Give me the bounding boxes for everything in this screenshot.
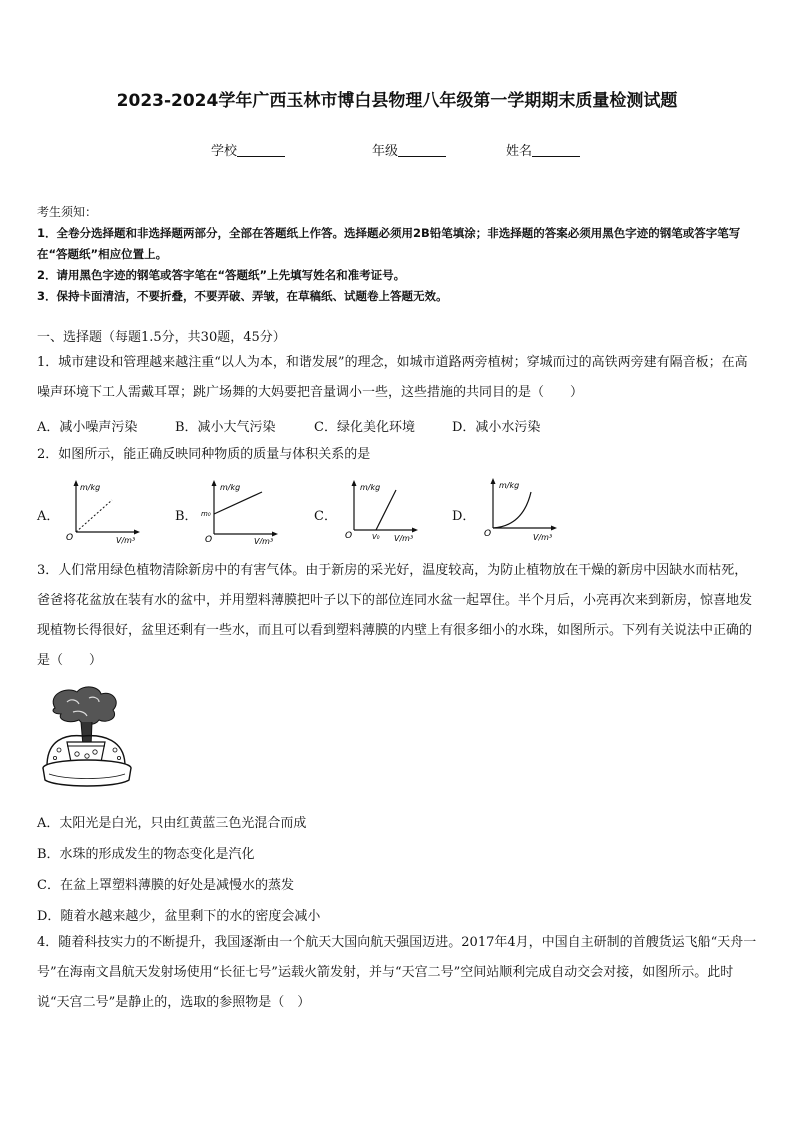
name-blank[interactable] [532,143,580,157]
question-2-text: 2．如图所示，能正确反映同种物质的质量与体积关系的是 [37,447,371,462]
plant-under-film-illustration [37,684,137,790]
q2-option-b-label[interactable]: B． [175,509,198,524]
v0-marker: V₀ [372,533,380,541]
q3-option-c[interactable]: C．在盆上罩塑料薄膜的好处是减慢水的蒸发 [37,878,294,893]
q1-option-a[interactable]: A．减小噪声污染 [37,420,138,435]
flower-pot [67,742,105,762]
school-field[interactable] [211,140,285,159]
y-axis-label: m/kg [499,481,520,490]
page-title: 2023-2024学年广西玉林市博白县物理八年级第一学期期末质量检测试题 [116,91,678,111]
x-arrow [272,532,278,537]
q2-graph-a[interactable] [60,478,144,544]
q1-option-b[interactable]: B．减小大气污染 [175,420,276,435]
q2-option-c-label[interactable]: C． [314,509,337,524]
notice-heading: 考生须知： [37,205,98,219]
notice-item-2: 2．请用黑色字迹的钢笔或答字笔在“答题纸”上先填写姓名和准考证号。 [37,268,406,282]
school-label: 学校 [211,144,238,159]
grade-label: 年级 [372,144,399,159]
q2-option-a-label[interactable]: A． [37,509,60,524]
x-arrow [134,530,140,535]
y-arrow [352,480,357,486]
q2-option-d-label[interactable]: D． [452,509,476,524]
q1-option-d[interactable]: D．减小水污染 [452,420,541,435]
notice-item-1: 1．全卷分选择题和非选择题两部分，全部在答题纸上作答。选择题必须用2B铅笔填涂；非选择题的答案必须用黑色字迹的钢笔或答字笔写在“答题纸”相应位置上。 [37,226,741,261]
question-1-text: 1．城市建设和管理越来越注重“以人为本，和谐发展”的理念，如城市道路两旁植树；穿城而过的高铁两旁建有隔音板；在高噪声环境下工人需戴耳罩；跳广场舞的大妈要把音量调小一些，这些措施的共同目的是（ ） [37,355,748,400]
y-axis-label: m/kg [360,483,381,492]
m0-marker: m₀ [201,510,211,518]
q3-option-a[interactable]: A．太阳光是白光，只由红黄蓝三色光混合而成 [37,816,307,831]
name-label: 姓名 [506,144,533,159]
q1-option-c[interactable]: C．绿化美化环境 [314,420,415,435]
y-axis-label: m/kg [80,483,101,492]
y-axis-label: m/kg [220,483,241,492]
tree-canopy [53,687,116,725]
x-axis-label: V/m³ [254,537,274,544]
question-1-options [37,416,540,435]
question-3-text: 3．人们常用绿色植物清除新房中的有害气体。由于新房的采光好，温度较高，为防止植物放在干燥的新房中因缺水而枯死，爸爸将花盆放在装有水的盆中，并用塑料薄膜把叶子以下的部位连同水盆一起罩住。半个月后，小亮再次来到新房，惊喜地发现植物长得很好，盆里还剩有一些水，而且可以看到塑料薄膜的内壁上有很多细小的水珠，如图所示。下列有关说法中正确的是（ ） [37,563,753,668]
exam-notice [37,202,761,307]
x-arrow [412,528,418,533]
origin-label: O [345,531,353,541]
name-field[interactable] [506,140,580,159]
x-arrow [551,526,557,531]
origin-label: O [66,533,74,543]
notice-item-3: 3．保持卡面清洁，不要折叠，不要弄破、弄皱，在草稿纸、试题卷上答题无效。 [37,289,448,303]
section-title: 一、选择题（每题1.5分，共30题，45分） [37,330,286,345]
question-4-text: 4．随着科技实力的不断提升，我国逐渐由一个航天大国向航天强国迈进。2017年4月，中国自主研制的首艘货运飞船“天舟一号”在海南文昌航天发射场使用“长征七号”运载火箭发射，并与“天宫二号”空间站顺利完成自动交会对接，如图所示。此时说“天宫二号”是静止的，选取的参照物是（ ） [37,935,757,1010]
q2-graph-c[interactable] [338,478,422,544]
origin-label: O [205,535,213,544]
origin-label: O [484,529,492,539]
y-arrow [74,480,79,486]
grade-field[interactable] [372,140,446,159]
graph-curve [493,492,531,528]
grade-blank[interactable] [398,143,446,157]
x-axis-label: V/m³ [533,533,553,542]
graph-line [76,500,112,532]
x-axis-label: V/m³ [394,534,414,543]
q3-option-b[interactable]: B．水珠的形成发生的物态变化是汽化 [37,847,255,862]
school-blank[interactable] [237,143,285,157]
q2-graph-b[interactable] [198,478,282,544]
y-arrow [491,478,496,484]
x-axis-label: V/m³ [116,536,136,544]
graph-line [214,492,262,514]
water-basin [43,768,131,786]
q3-option-d[interactable]: D．随着水越来越少，盆里剩下的水的密度会减小 [37,909,321,924]
graph-line [376,490,396,530]
y-arrow [212,480,217,486]
q2-graph-d[interactable] [477,476,561,542]
